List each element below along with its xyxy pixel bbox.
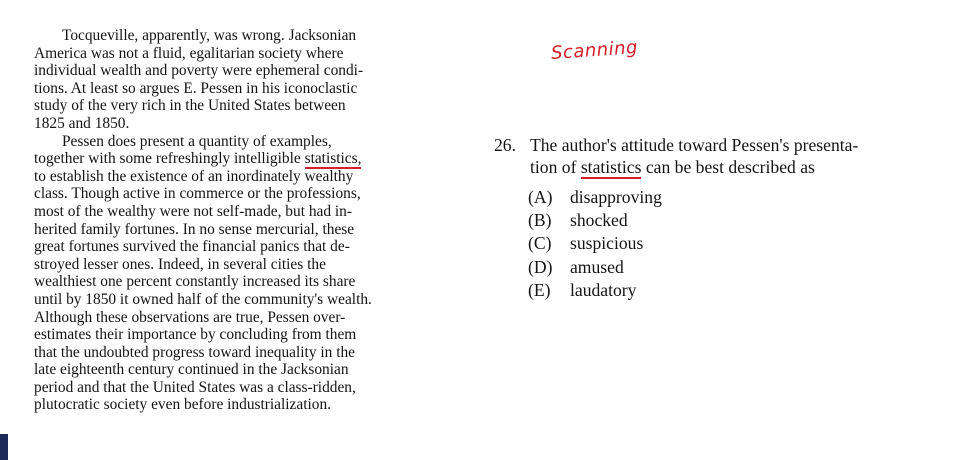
window-edge-bar: [0, 434, 8, 460]
underlined-statistics: statistics: [580, 157, 642, 177]
passage-line: herited family fortunes. In no sense mercurial, these: [34, 220, 355, 238]
passage-line: class. Though active in commerce or the professions,: [34, 185, 361, 203]
passage-line: great fortunes survived the financial panics that de-: [34, 238, 350, 256]
passage-line: 1825 and 1850.: [34, 114, 130, 132]
question-stem-text: can be best described as: [641, 157, 815, 177]
passage-line: study of the very rich in the United States between: [34, 97, 346, 115]
choice-text: suspicious: [570, 233, 644, 254]
question-stem-line-1: [494, 134, 964, 156]
answer-choices: [494, 186, 964, 302]
choice-letter: (C): [528, 233, 552, 254]
choice-d[interactable]: [528, 256, 964, 279]
passage-line: plutocratic society even before industrialization.: [34, 396, 332, 414]
choice-letter: (A): [528, 187, 553, 207]
passage-line: most of the wealthy were not self-made, but had in-: [34, 202, 352, 220]
choice-text: laudatory: [570, 279, 637, 300]
passage-line: individual wealth and poverty were ephemeral condi-: [34, 62, 364, 80]
choice-e[interactable]: [528, 279, 964, 302]
choice-letter: (B): [528, 210, 552, 231]
passage-line: stroyed lesser ones. Indeed, in several cities the: [34, 255, 326, 273]
passage-line: Pessen does present a quantity of examples,: [62, 132, 332, 150]
choice-text: shocked: [570, 210, 628, 231]
passage-line: until by 1850 it owned half of the community's wealth.: [34, 290, 372, 308]
passage-line: wealthiest one percent constantly increased its share: [34, 273, 356, 291]
passage-line-text: together with some refreshingly intelligible: [34, 150, 301, 168]
passage-line: late eighteenth century continued in the Jacksonian: [34, 361, 349, 379]
passage-line: estimates their importance by concluding from them: [34, 326, 357, 344]
passage-line: Although these observations are true, Pessen over-: [34, 308, 346, 326]
choice-text: disapproving: [570, 187, 662, 207]
choice-b[interactable]: [528, 209, 964, 232]
choice-letter: (D): [528, 256, 553, 277]
question-stem-text: tion of: [530, 157, 581, 177]
passage-line: period and that the United States was a class-ridden,: [34, 378, 356, 396]
passage-line: that the undoubted progress toward inequality in the: [34, 343, 355, 361]
question-26: [494, 134, 964, 302]
choice-text: amused: [570, 256, 624, 277]
choice-c[interactable]: [528, 232, 964, 255]
question-number: 26.: [494, 135, 516, 155]
handwritten-annotation: Scanning: [550, 36, 639, 65]
underlined-statistics: statistics,: [304, 150, 362, 168]
choice-a[interactable]: [528, 186, 964, 209]
passage-line: America was not a fluid, egalitarian society where: [34, 44, 344, 62]
choice-letter: (E): [528, 279, 551, 300]
question-stem-line-2: [494, 156, 964, 178]
question-stem-text: The author's attitude toward Pessen's presenta-: [530, 135, 859, 155]
passage-line: to establish the existence of an inordinately wealthy: [34, 167, 354, 185]
passage-line: tions. At least so argues E. Pessen in his iconoclastic: [34, 79, 358, 97]
reading-passage: [34, 27, 454, 414]
passage-line: [34, 150, 454, 168]
passage-line: Tocqueville, apparently, was wrong. Jacksonian: [62, 27, 357, 44]
